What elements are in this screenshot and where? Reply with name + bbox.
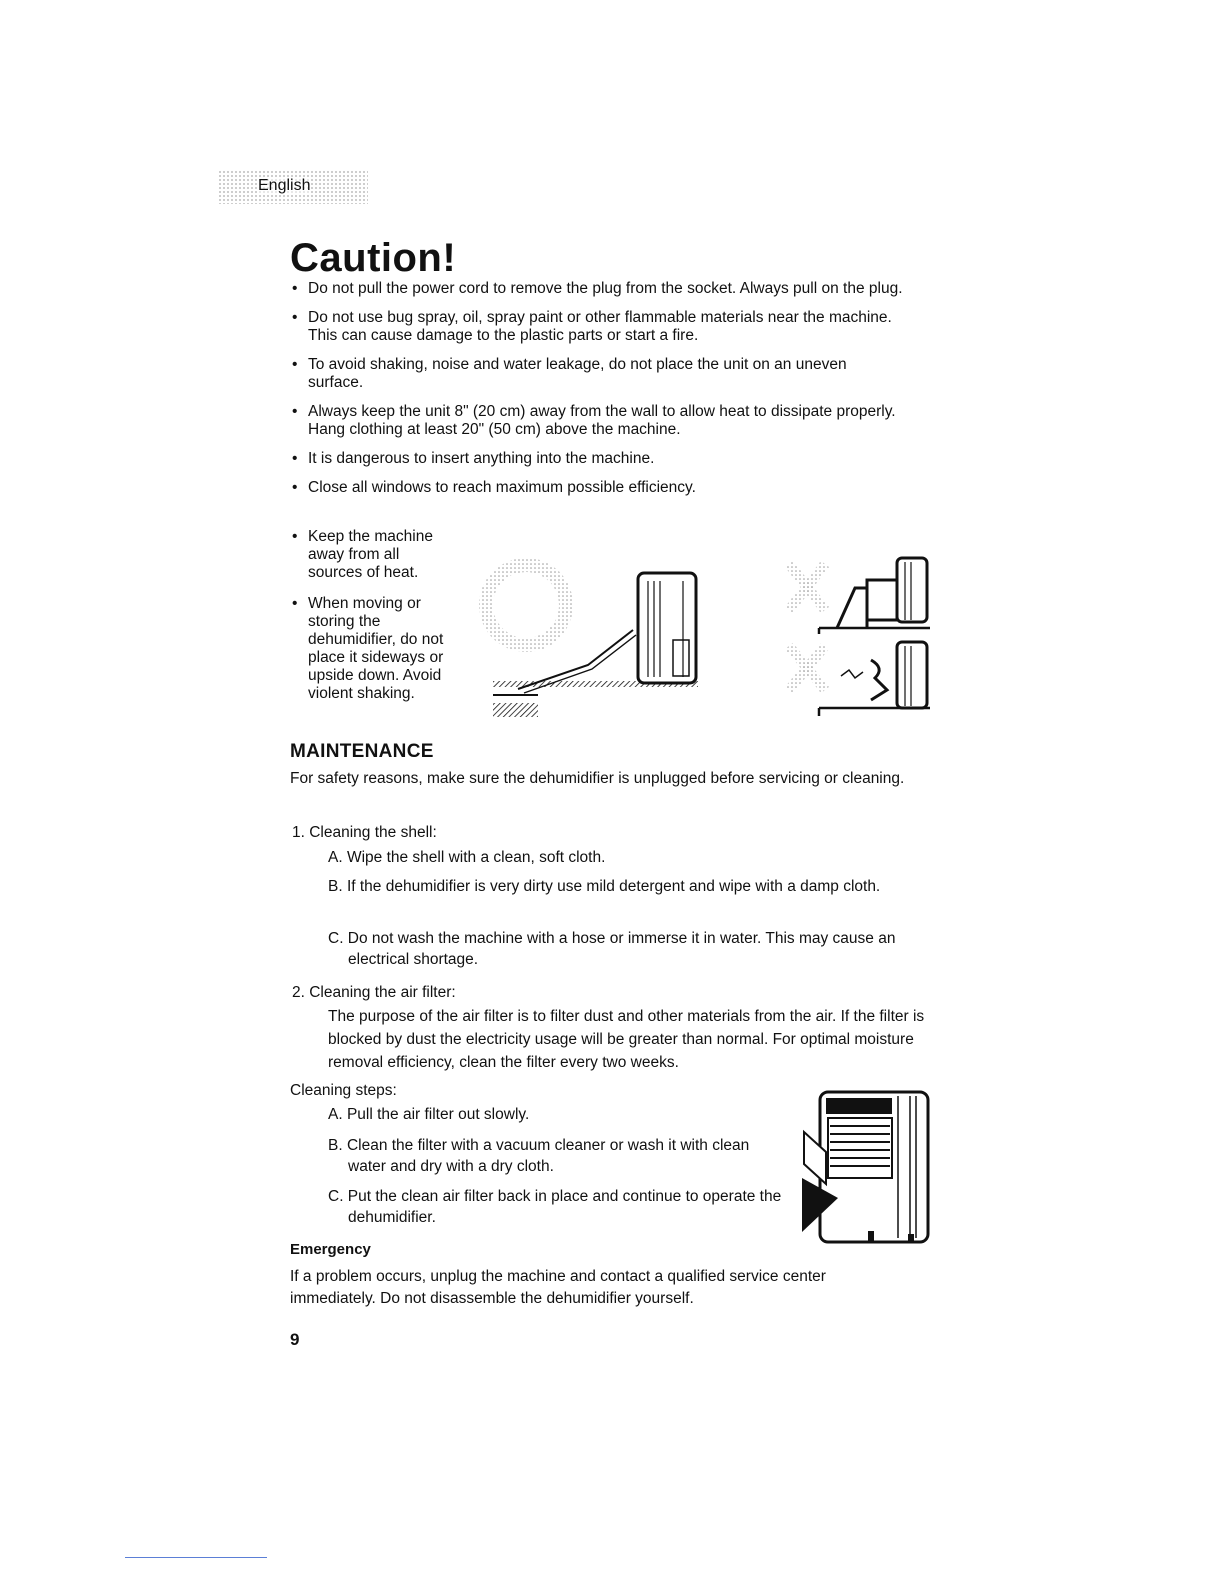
caution-side-item: • Keep the machine away from all sources of heat.: [292, 528, 443, 582]
step-1-title: 1. Cleaning the shell:: [292, 824, 437, 841]
caution-list: [292, 280, 932, 508]
caution-title: Caution!: [290, 236, 457, 280]
caution-item: • Always keep the unit 8" (20 cm) away from the wall to allow heat to dissipate properly. Hang clothing at least 20" (50 cm) above the machine.: [292, 403, 933, 439]
air-filter-illustration: [798, 1086, 933, 1246]
cleaning-step: C. Put the clean air filter back in place and continue to operate the dehumidifier.: [328, 1188, 782, 1226]
shaking-dehumidifier-icon: [819, 642, 930, 716]
prohibited-x-icon: [789, 646, 825, 690]
page-number: 9: [290, 1330, 300, 1349]
cleaning-steps-title: Cleaning steps:: [290, 1082, 397, 1099]
caution-item: • It is dangerous to insert anything into the machine.: [292, 450, 932, 468]
prohibited-x-icon: [789, 564, 825, 610]
heat-source-illustration: [478, 555, 718, 723]
caution-item: • Close all windows to reach maximum possible efficiency.: [292, 479, 932, 497]
dehumidifier-icon: [638, 573, 696, 683]
step-2-text: The purpose of the air filter is to filter dust and other materials from the air. If the filter is blocked by dust the electricity usage will be greater than normal. For optimal moisture removal efficiency, clean the filter every two weeks.: [328, 1008, 925, 1071]
step-1-item: C. Do not wash the machine with a hose or immerse it in water. This may cause an electrical shortage.: [328, 930, 896, 968]
caution-side-list: [292, 528, 467, 716]
caution-item: • Do not use bug spray, oil, spray paint or other flammable materials near the machine. This can cause damage to the plastic parts or start a fire.: [292, 309, 913, 345]
maintenance-title: MAINTENANCE: [290, 741, 434, 762]
step-1-item: B. If the dehumidifier is very dirty use mild detergent and wipe with a damp cloth.: [328, 878, 881, 895]
emergency-title: Emergency: [290, 1241, 371, 1258]
language-tab: [218, 170, 368, 204]
step-2-title: 2. Cleaning the air filter:: [292, 984, 456, 1001]
sideways-dehumidifier-icon: [819, 558, 930, 634]
heat-source-icon: [486, 565, 566, 645]
step-1-item: A. Wipe the shell with a clean, soft cloth.: [328, 849, 606, 866]
improper-placement-illustration: [775, 550, 935, 722]
caution-item: • Do not pull the power cord to remove the plug from the socket. Always pull on the plug.: [292, 280, 908, 298]
cleaning-step: B. Clean the filter with a vacuum cleaner or wash it with clean water and dry with a dry cloth.: [328, 1137, 750, 1175]
caution-side-item: • When moving or storing the dehumidifier, do not place it sideways or upside down. Avoid violent shaking.: [292, 595, 458, 703]
scan-artifact-line: [125, 1557, 267, 1558]
maintenance-intro: For safety reasons, make sure the dehumidifier is unplugged before servicing or cleaning.: [290, 770, 905, 787]
cleaning-step: A. Pull the air filter out slowly.: [328, 1106, 530, 1123]
air-filter-icon: [828, 1118, 892, 1178]
emergency-text: If a problem occurs, unplug the machine and contact a qualified service center immediately. Do not disassemble the dehumidifier yourself.: [290, 1268, 826, 1307]
caution-item: • To avoid shaking, noise and water leakage, do not place the unit on an uneven surface.: [292, 356, 883, 392]
language-label: English: [258, 177, 311, 194]
